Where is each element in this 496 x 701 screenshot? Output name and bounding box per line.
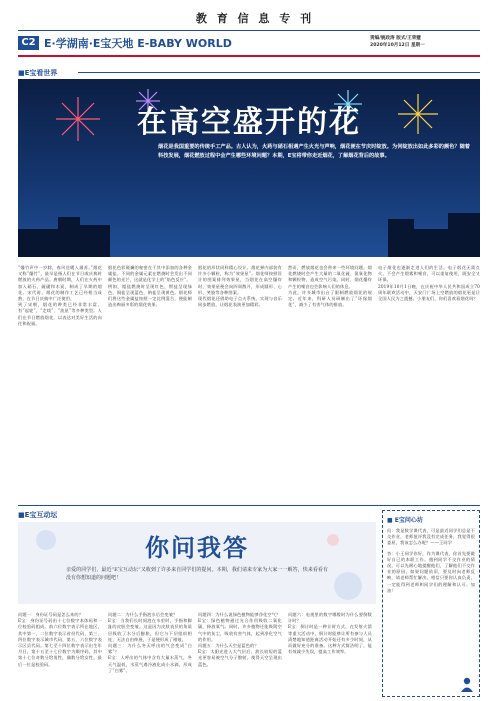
feature-headline: 在高空盛开的花 xyxy=(137,105,361,140)
sidebar-box xyxy=(382,510,480,697)
qa-column-3: 问题四：为什么说绿色植物能够净化空气？ E宝：绿色植物通过光合作用吸收二氧化碳，释放氧气。同时，许多植物还能吸附空气中的灰尘，吸收有害气体，起到净化空气的作用。 问题五：为什么天空是蓝色的？ E宝：太阳光进入大气层后，波长较短的蓝光更容易被空气分子散射，使得天空呈现出蓝色。 xyxy=(198,612,282,667)
page-code: C2 xyxy=(18,36,39,50)
qa-column-1: 问题一：身份证号码是怎么来的？ E宝：身份证号码由十七位数字本体码和一位校验码组成。前六位数字表示所在地区，其中第一、二位数字表示省份代码，第三、四位数字表示城市代码，第五、六位数字表示区县代码。第七至十四位数字表示出生年月日，第十五至十七位数字为顺序码，其中第十七位奇数分给男性，偶数分给女性。最后一位是校验码。 xyxy=(18,612,102,667)
qa-banner xyxy=(18,522,376,604)
article-column-3: 烟花的形状同样精心设计。烟花弹内部装有许多小颗粒，称为“效果星”。烟花师按照设计的图案排列效果星，当烟花在高空爆炸时，效果星便会向四周散开，形成圆形、心形、笑脸等各种图案。 现代烟花还借助电子点火系统，实现与音乐同步燃放，让烟花表演更加精彩。 xyxy=(198,265,282,308)
editor-credit: 责编/姚政涛 版式/王荣璧 xyxy=(370,36,421,41)
masthead xyxy=(0,0,496,66)
person-silhouette-icon xyxy=(459,676,475,692)
sidebar-title: ■ E宝问心坊 xyxy=(387,517,423,524)
sidebar-answer: 答：小王同学你好，作为课代表，你首先要做好自己的本职工作。遇到同学不交作业的情况，可以先耐心地提醒他们，了解他们不交作业的原因。如果问题依旧，要及时向老师反映，请老师帮忙解决。相信只要你认真负责，一定能得到老师和同学们的理解和认可。加油！ xyxy=(387,550,475,593)
section-divider xyxy=(18,505,480,506)
feature-intro: 烟花是我国重要的传统手工产品。古人认为，火药与硝石相遇产生火光与声响，烟花便在节庆时绽放。为何绽放出如此多彩的颜色？随着科技发展，烟花燃放过程中会产生哪些环境问题？本期，E宝将带你走近烟花，了解烟花背后的故事。 xyxy=(158,144,470,159)
article-column-1: “爆竹声中一岁除，春风送暖入屠苏。”烟花又称“爆竹”，最早是指人们在节日或庆典时燃放的火药产品。唐朝时期，人们在火药中加入硝石、硫磺和木炭，制成了早期的烟花。宋代时，烟花的制作工艺已经相当成熟，在节日庆典中广泛使用。 到了宋朝，烟花的种类已经非常丰富，有“起轮”、“走线”、“流星”等多种类型。人们在节日燃放烟花，以表达对美好生活的向往和祝福。 xyxy=(18,265,102,326)
section-title: E·学湖南·E宝天地 E-BABY WORLD xyxy=(44,37,232,50)
city-skyline xyxy=(18,213,480,257)
section-tag-2: ■E宝互动坛 xyxy=(18,511,58,519)
article-column-4: 然而，燃放烟花也会带来一些环境问题。烟花燃烧时会产生大量的二氧化硫、氮氧化物和颗粒物，造成空气污染。同时，烟花爆炸产生的噪音也会影响人们的休息。 为此，许多城市出台了限制燃放烟花的规定。近年来，科研人员研制出了“环保烟花”，减少了有害气体的排放。 xyxy=(288,265,372,308)
article-column-2: 烟花色彩斑斓的秘密在于其中添加的各种金属盐。不同的金属元素在燃烧时会发出不同颜色的光芒，这就是化学上的“焰色反应”。 例如，锶盐燃烧时呈现红色，钡盐呈现绿色，铜盐呈现蓝色，钠盐呈现黄色。烟花师们将这些金属盐按照一定比例混合，便能制造出绚丽多彩的烟花效果。 xyxy=(108,265,192,308)
qa-column-4: 问题六：电视里的数字哪般时为什么要倒数计时？ E宝：倒计时是一种计时方式，在发射火箭等重大活动中，倒计时能够让所有参与人员清楚地知道距离活动开始还有多少时间，从而做好充分的准备。这种方式简洁明了，能有效减少失误，提高工作效率。 xyxy=(288,612,372,655)
qa-headline: 你问我答 xyxy=(145,534,249,562)
feature-banner xyxy=(18,79,480,257)
top-rule xyxy=(18,30,480,31)
article-column-5: 电子烟花也逐渐走进人们的生活。电子烟花无需点火，不会产生烟雾和噪音，可以重复使用，既安全又环保。 2019年10月1日晚，在庆祝中华人民共和国成立70周年联欢活动中，天安门广场上空燃放的烟花更是让全国人民为之震撼。小朋友们，你们喜欢看烟花吗？ xyxy=(378,265,480,302)
tag-rule xyxy=(78,72,480,73)
qa-intro: 亲爱的同学们，最近“E宝互动坛”又收到了许多来自同学们的提问。本期，我们请来专家为大家一一解答，快来看看有没有你想知道的问题吧！ xyxy=(66,567,328,581)
qa-column-2: 问题二：为什么手指泡水后会变皱？ E宝：当我们长时间泡在水里时，手指和脚趾的皮肤会变皱。这是因为皮肤表层的角质层吸收了水分后膨胀，但它与下层组织相连，无法自由伸展，于是便形成了褶皱。 问题三：为什么冬天呼出的气会变成“白雾”？ E宝：人呼出的气体中含有大量水蒸气，冬天气温低，水蒸气遇冷液化成小水滴，形成了“白雾”。 xyxy=(108,612,192,673)
issue-date: 2020年10月12日 星期一 xyxy=(370,43,425,48)
sidebar-question: 问：我是数学课代表，可是最近同学们总是不交作业，老师批评我没有完成任务，我觉得很委屈，我该怎么办呢？——王同学 xyxy=(387,528,475,546)
section-tag: ■E宝看世界 xyxy=(18,69,58,77)
masthead-rule xyxy=(18,55,480,57)
top-title: 教 育 信 息 专 刊 xyxy=(195,12,315,25)
